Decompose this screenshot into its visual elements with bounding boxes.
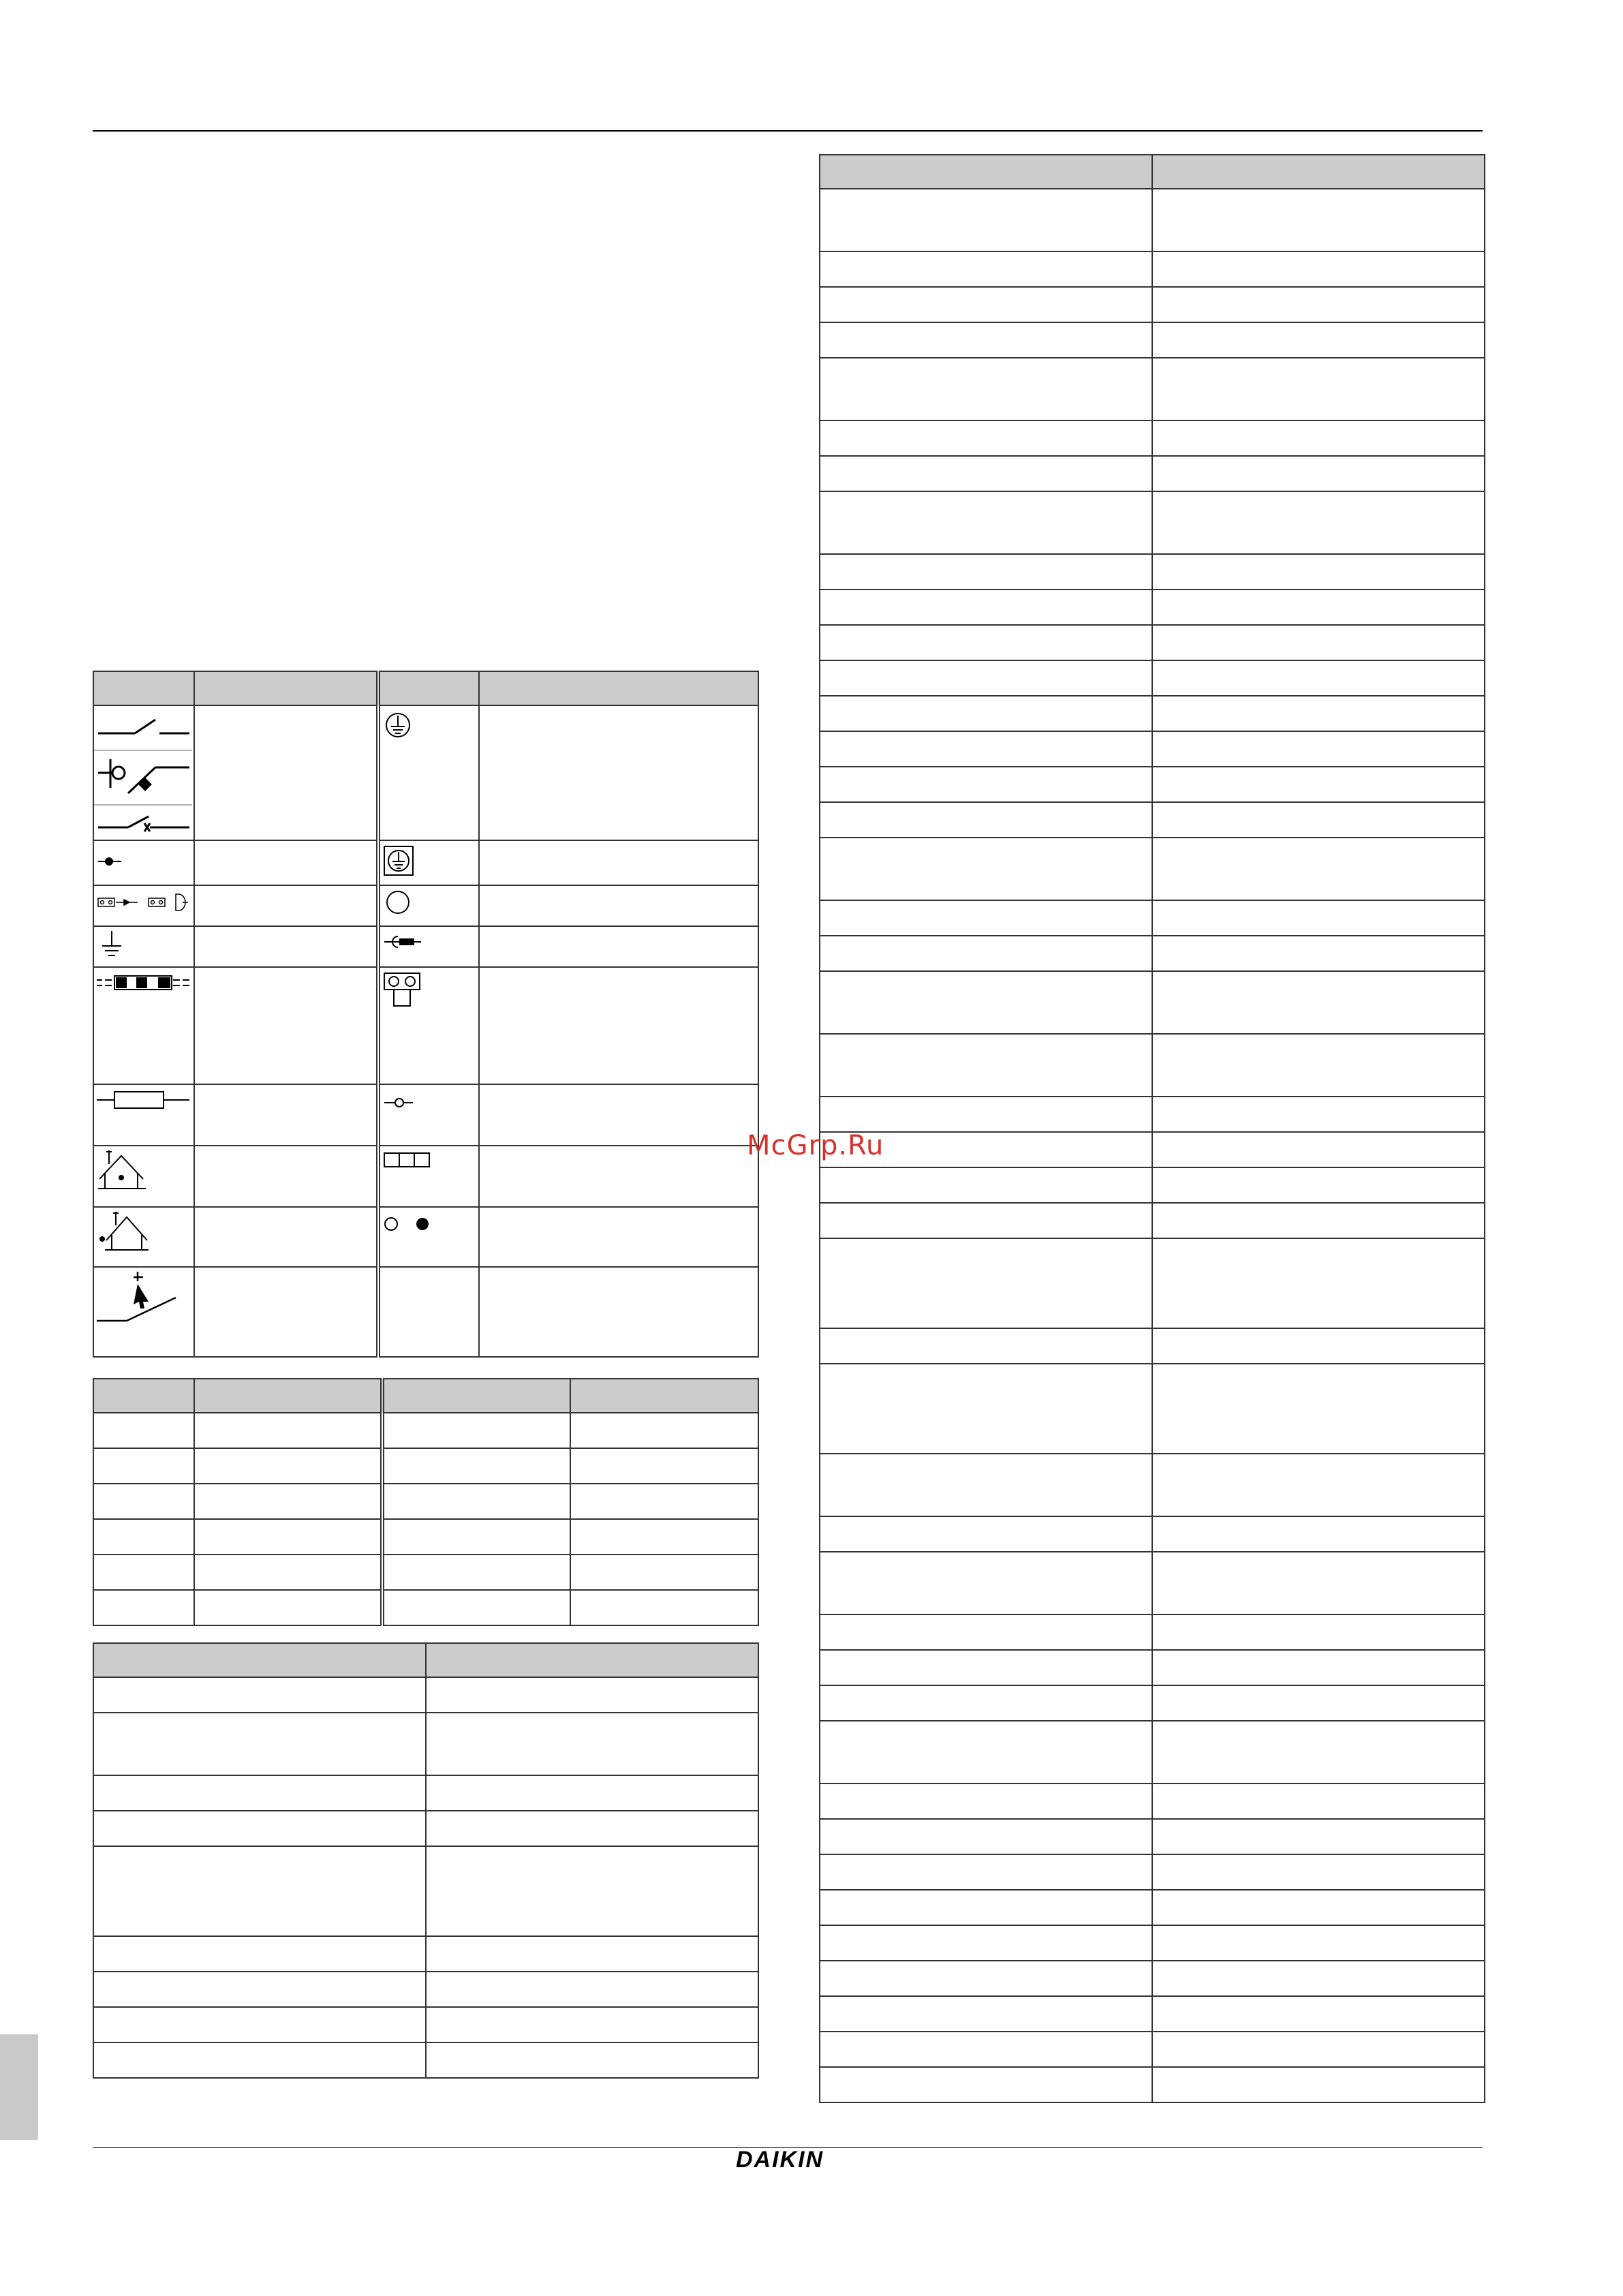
open-closed-dot-icon — [378, 1207, 479, 1267]
table-row — [820, 1328, 1485, 1364]
table-row — [820, 1854, 1485, 1890]
side-tab — [0, 2034, 38, 2140]
table-row — [820, 322, 1485, 358]
table-row — [93, 1484, 758, 1519]
table-row — [820, 936, 1485, 971]
table-row — [93, 1713, 758, 1775]
table-row — [93, 1555, 758, 1590]
meaning-cell — [479, 1207, 758, 1267]
table-row — [93, 1677, 758, 1713]
meaning-cell — [194, 1207, 378, 1267]
table-row — [93, 1936, 758, 1972]
table-row — [820, 838, 1485, 900]
protective-earth-icon — [378, 705, 479, 840]
table-row — [93, 2007, 758, 2042]
table-row — [820, 1721, 1485, 1784]
table-row — [820, 1203, 1485, 1238]
symbol-header-2 — [378, 671, 479, 705]
meaning-cell — [194, 840, 378, 885]
meaning-cell — [479, 1267, 758, 1357]
table-row — [820, 1364, 1485, 1454]
table-row — [820, 1685, 1485, 1721]
meaning-cell — [194, 1146, 378, 1207]
connection-dot-icon — [93, 840, 194, 885]
table-row — [820, 971, 1485, 1034]
relay-connector-icon — [378, 967, 479, 1084]
meaning-cell — [194, 967, 378, 1084]
table-row — [93, 1775, 758, 1811]
house-indoor-icon — [93, 1146, 194, 1207]
table-row — [820, 189, 1485, 251]
meaning-cell — [479, 967, 758, 1084]
fuse-icon — [93, 1084, 194, 1146]
table-row — [820, 1167, 1485, 1203]
meaning-cell — [194, 926, 378, 967]
table-row — [820, 802, 1485, 838]
heater-band-icon — [93, 967, 194, 1084]
meaning-header-2 — [479, 671, 758, 705]
table-row — [820, 1890, 1485, 1925]
table-row — [820, 1238, 1485, 1328]
table-row — [820, 1552, 1485, 1614]
table-row — [820, 1454, 1485, 1516]
table-row — [820, 625, 1485, 660]
table-row — [820, 2067, 1485, 2102]
meaning-header-1 — [194, 671, 378, 705]
table-row — [820, 900, 1485, 936]
plug-connector-icon — [378, 926, 479, 967]
table-row — [820, 731, 1485, 767]
meaning-cell — [479, 1146, 758, 1207]
table-row — [820, 251, 1485, 287]
field-switch-icon — [93, 1267, 194, 1357]
table-row — [93, 1519, 758, 1555]
meaning-cell — [479, 926, 758, 967]
table-row — [93, 1413, 758, 1448]
terminal-strip-icon — [378, 1146, 479, 1207]
ground-icon — [93, 926, 194, 967]
table-row — [820, 491, 1485, 554]
noiseless-earth-icon — [378, 840, 479, 885]
table-row — [820, 767, 1485, 802]
table-row — [820, 1996, 1485, 2032]
meaning-cell — [194, 705, 378, 840]
symbol-cell — [378, 1267, 479, 1357]
table-row — [820, 420, 1485, 456]
table-row — [820, 1034, 1485, 1097]
meaning-cell — [479, 885, 758, 926]
table-row — [93, 1448, 758, 1484]
table-row — [820, 1614, 1485, 1650]
house-outdoor-icon — [93, 1207, 194, 1267]
table-row — [93, 1811, 758, 1846]
table-row — [820, 1097, 1485, 1132]
table-row — [820, 1819, 1485, 1854]
table-row — [93, 1972, 758, 2007]
table-row — [820, 696, 1485, 731]
table-row — [820, 590, 1485, 625]
table-row — [820, 287, 1485, 322]
component-table — [819, 154, 1485, 2103]
table-row — [820, 456, 1485, 491]
table-row — [820, 1132, 1485, 1167]
meaning-cell — [479, 705, 758, 840]
terminal-icon — [378, 1084, 479, 1146]
table-row — [820, 2032, 1485, 2067]
table-row — [820, 660, 1485, 696]
table-row — [820, 1784, 1485, 1819]
connector-icon — [93, 885, 194, 926]
table-row — [820, 358, 1485, 420]
switch-group-icon — [93, 705, 194, 840]
legend-table — [93, 1642, 759, 2079]
table-row — [820, 1925, 1485, 1961]
meaning-cell — [194, 1267, 378, 1357]
table-row — [820, 554, 1485, 590]
meaning-cell — [479, 840, 758, 885]
symbol-table — [93, 671, 759, 1358]
table-row — [820, 1516, 1485, 1552]
table-row — [820, 1650, 1485, 1685]
circle-icon — [378, 885, 479, 926]
table-row — [93, 1846, 758, 1936]
table-row — [820, 1961, 1485, 1996]
table-row — [93, 2042, 758, 2078]
symbol-header-1 — [93, 671, 194, 705]
meaning-cell — [479, 1084, 758, 1146]
table-row — [93, 1590, 758, 1625]
header-rule — [93, 130, 1483, 132]
meaning-cell — [194, 885, 378, 926]
meaning-cell — [194, 1084, 378, 1146]
watermark-text: McGrp.Ru — [747, 1130, 884, 1161]
brand-logo: DAIKIN — [736, 2147, 824, 2173]
color-table — [93, 1378, 759, 1626]
